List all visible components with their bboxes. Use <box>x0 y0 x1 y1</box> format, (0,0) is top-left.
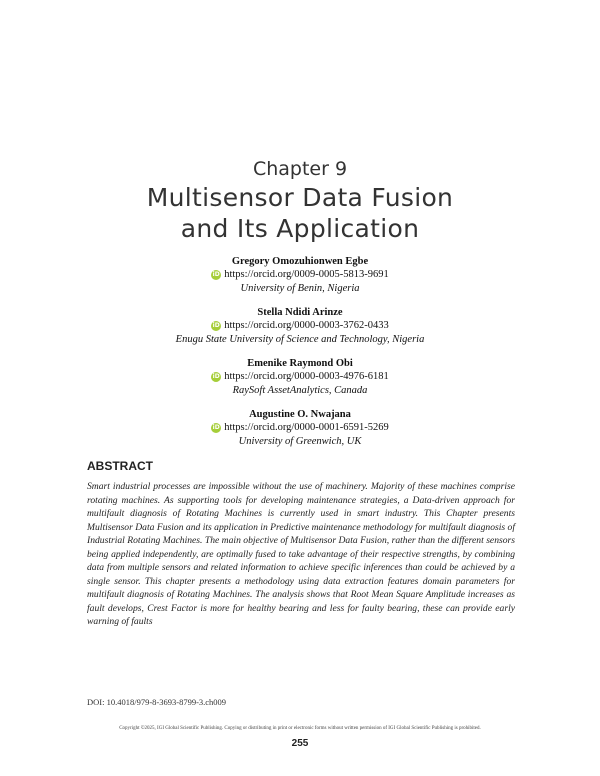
orcid-link[interactable]: https://orcid.org/0000-0003-4976-6181 <box>224 371 389 382</box>
author-affiliation: RaySoft AssetAnalytics, Canada <box>232 385 368 396</box>
author-list <box>0 255 600 459</box>
author-affiliation: University of Greenwich, UK <box>238 436 362 447</box>
orcid-line <box>0 319 600 333</box>
chapter-title-line-2: and Its Application <box>180 214 420 243</box>
orcid-line <box>0 370 600 384</box>
author-name: Stella Ndidi Arinze <box>257 307 343 318</box>
chapter-label: Chapter 9 <box>252 158 348 180</box>
orcid-icon: iD <box>212 271 220 278</box>
author-block <box>0 306 600 347</box>
orcid-line <box>0 268 600 282</box>
abstract-heading: ABSTRACT <box>87 459 153 473</box>
chapter-title <box>60 182 540 244</box>
page-number: 255 <box>291 738 309 749</box>
author-name: Augustine O. Nwajana <box>249 409 351 420</box>
author-block <box>0 357 600 398</box>
chapter-title-line-1: Multisensor Data Fusion <box>146 183 454 212</box>
abstract-body: Smart industrial processes are impossible without the use of machinery. Majority of these machines comprise rotating machines. As supporting tools for developing maintenance strategies, a Data-driven approach for multifault diagnosis of Rotating Machines is currently used in smart industry. This Chapter presents Multisensor Data Fusion and its application in Predictive maintenance methodology for multifault diagnosis of Industrial Rotating Machines. The main objective of Multisensor Data Fusion, rather than the different sensors being applied independently, are optimally fused to take advantage of their respective strengths, by combining data from multiple sensors and related information to achieve specific inferences than could be achieved by a single sensor. This chapter presents a methodology using data extraction features domain parameters for multifault diagnosis of Rotating Machines. The analysis shows that Root Mean Square Amplitude increases as fault develops, Crest Factor is more for healthy bearing and less for faulty bearing, these can provide early warning of faults <box>87 481 515 627</box>
copyright-notice: Copyright ©2025, IGI Global Scientific Publishing. Copying or distributing in print or electronic forms without written permission of IGI Global Scientific Publishing is prohibited. <box>119 726 481 731</box>
author-name: Emenike Raymond Obi <box>247 358 353 369</box>
orcid-icon: iD <box>212 373 220 380</box>
author-affiliation: Enugu State University of Science and Technology, Nigeria <box>175 334 425 345</box>
orcid-icon: iD <box>212 322 220 329</box>
orcid-icon: iD <box>212 424 220 431</box>
orcid-link[interactable]: https://orcid.org/0000-0001-6591-5269 <box>224 422 389 433</box>
author-name: Gregory Omozuhionwen Egbe <box>231 256 369 267</box>
orcid-link[interactable]: https://orcid.org/0009-0005-5813-9691 <box>224 269 389 280</box>
orcid-line <box>0 421 600 435</box>
orcid-link[interactable]: https://orcid.org/0000-0003-3762-0433 <box>224 320 389 331</box>
author-block <box>0 408 600 449</box>
doi-line: DOI: 10.4018/979-8-3693-8799-3.ch009 <box>87 697 227 707</box>
author-affiliation: University of Benin, Nigeria <box>240 283 360 294</box>
author-block <box>0 255 600 296</box>
